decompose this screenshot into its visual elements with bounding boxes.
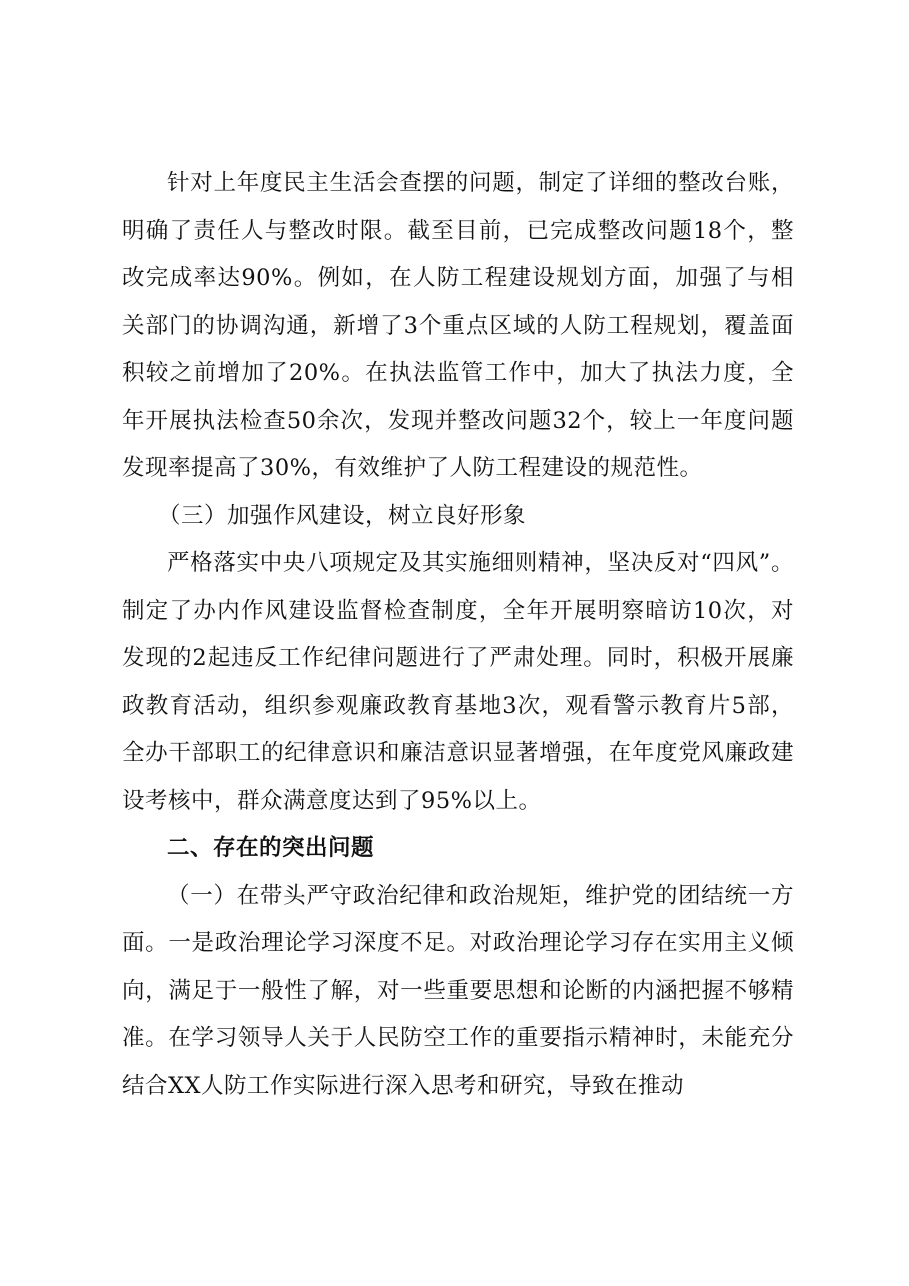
rectification-paragraph: 针对上年度民主生活会查摆的问题，制定了详细的整改台账，明确了责任人与整改时限。截至目前，已完成整改问题18个，整改完成率达90%。例如，在人防工程建设规划方面，加强了与相关部门的协调沟通，新增了3个重点区域的人防工程规划，覆盖面积较之前增加了20%。在执法监管工作中，加大了执法力度，全年开展执法检查50余次，发现并整改问题32个，较上一年度问题发现率提高了30%，有效维护了人防工程建设的规范性。 xyxy=(122,170,794,481)
work-style-paragraph: 严格落实中央八项规定及其实施细则精神，坚决反对“四风”。制定了办内作风建设监督检查制度，全年开展明察暗访10次，对发现的2起违反工作纪律问题进行了严肃处理。同时，积极开展廉政教育活动，组织参观廉政教育基地3次，观看警示教育片5部，全办干部职工的纪律意识和廉洁意识显著增强，在年度党风廉政建设考核中，群众满意度达到了95%以上。 xyxy=(122,550,794,814)
document-body xyxy=(122,160,794,1110)
political-discipline-paragraph: （一）在带头严守政治纪律和政治规矩，维护党的团结统一方面。一是政治理论学习深度不足。对政治理论学习存在实用主义倾向，满足于一般性了解，对一些重要思想和论断的内涵把握不够精准。在学习领导人关于人民防空工作的重要指示精神时，未能充分结合XX人防工作实际进行深入思考和研究，导致在推动 xyxy=(122,882,794,1099)
subheading-work-style: （三）加强作风建设，树立良好形象 xyxy=(158,502,527,529)
section-heading-problems: 二、存在的突出问题 xyxy=(167,835,375,861)
